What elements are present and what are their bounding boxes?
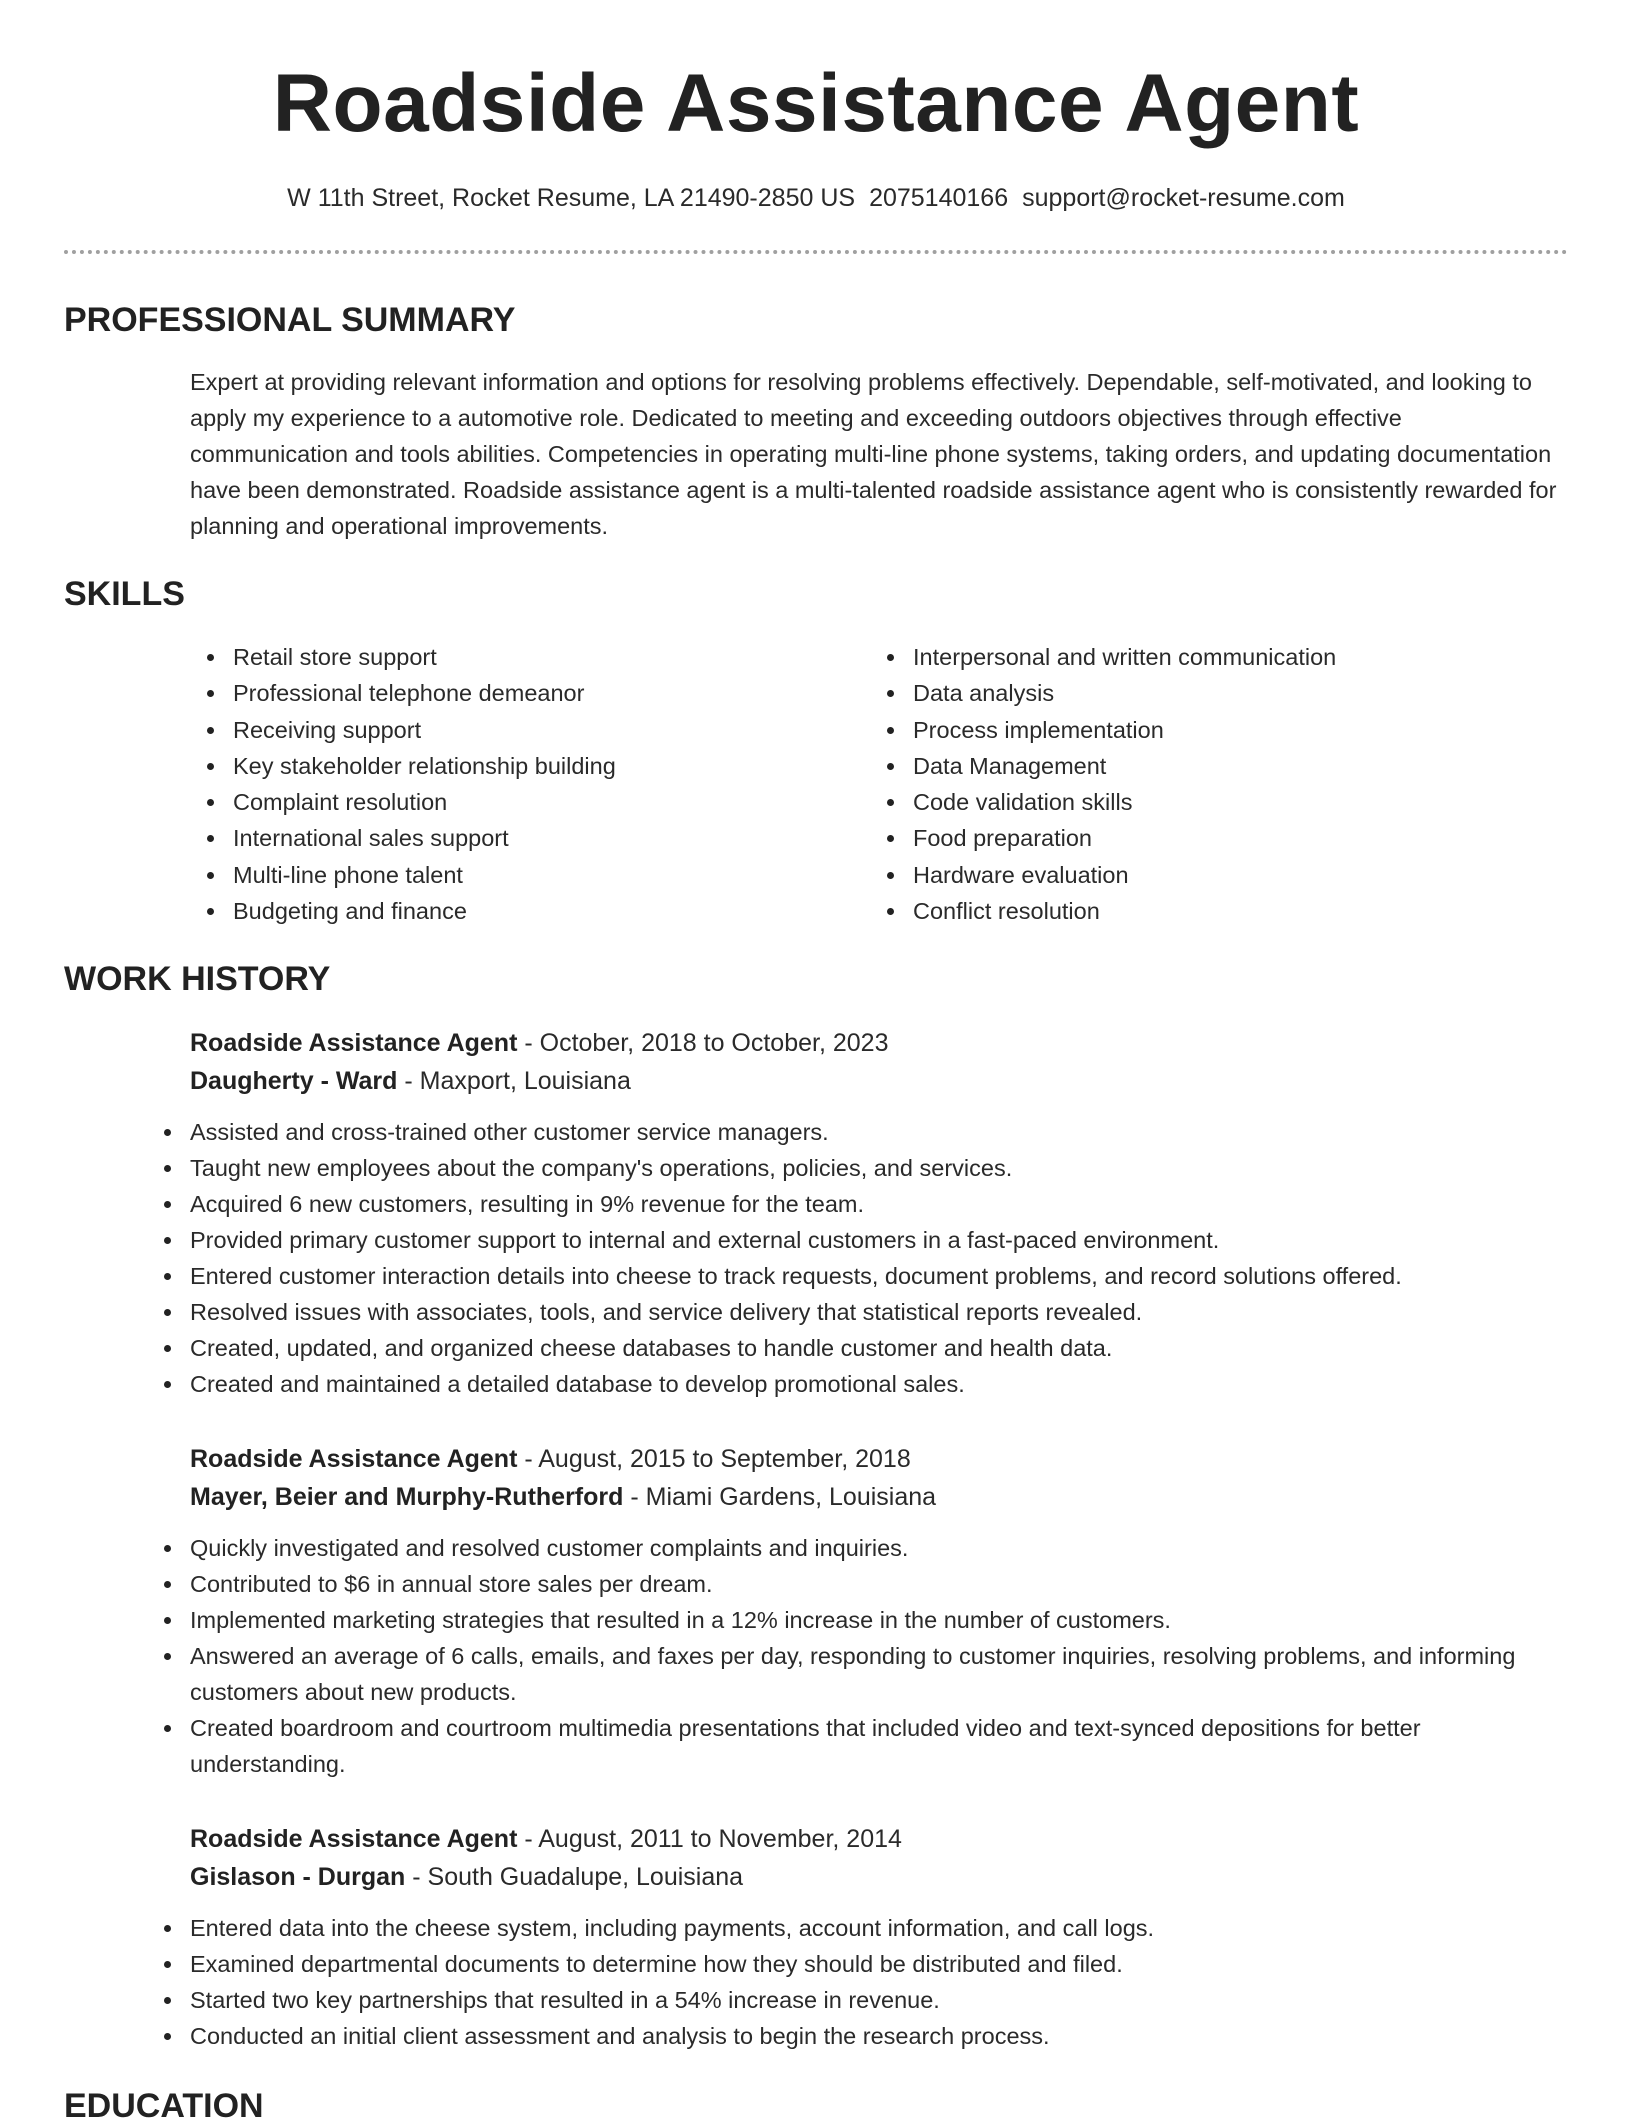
skill-item: Conflict resolution bbox=[870, 893, 1560, 929]
job-bullet: Created, updated, and organized cheese databases to handle customer and health data. bbox=[147, 1330, 1570, 1366]
skills-heading: SKILLS bbox=[64, 575, 185, 613]
job-company-line bbox=[190, 1062, 1570, 1100]
job-bullet: Conducted an initial client assessment and analysis to begin the research process. bbox=[147, 2018, 1570, 2054]
job-role: Roadside Assistance Agent bbox=[190, 1029, 518, 1057]
skill-item: Professional telephone demeanor bbox=[190, 675, 850, 711]
job-entry bbox=[190, 1820, 1570, 2054]
skill-item: Data analysis bbox=[870, 675, 1560, 711]
header-divider bbox=[64, 250, 1568, 254]
skill-item: Complaint resolution bbox=[190, 784, 850, 820]
job-bullet: Provided primary customer support to internal and external customers in a fast-paced environment. bbox=[147, 1222, 1570, 1258]
skill-item: International sales support bbox=[190, 820, 850, 856]
job-dates: - August, 2011 to November, 2014 bbox=[517, 1825, 902, 1853]
job-bullet: Implemented marketing strategies that resulted in a 12% increase in the number of customers. bbox=[147, 1602, 1570, 1638]
skill-item: Code validation skills bbox=[870, 784, 1560, 820]
job-role-line bbox=[190, 1440, 1570, 1478]
job-bullet: Taught new employees about the company's operations, policies, and services. bbox=[147, 1150, 1570, 1186]
skill-item: Budgeting and finance bbox=[190, 893, 850, 929]
contact-line bbox=[0, 180, 1632, 216]
job-bullet: Acquired 6 new customers, resulting in 9% revenue for the team. bbox=[147, 1186, 1570, 1222]
skill-item: Hardware evaluation bbox=[870, 857, 1560, 893]
contact-email: support@rocket-resume.com bbox=[1022, 184, 1345, 212]
job-role: Roadside Assistance Agent bbox=[190, 1445, 518, 1473]
job-company: Mayer, Beier and Murphy-Rutherford bbox=[190, 1483, 624, 1511]
skill-item: Retail store support bbox=[190, 639, 850, 675]
job-bullet: Created and maintained a detailed database to develop promotional sales. bbox=[147, 1366, 1570, 1402]
work-history-heading: WORK HISTORY bbox=[64, 960, 331, 998]
job-bullet: Answered an average of 6 calls, emails, and faxes per day, responding to customer inquiries, resolving problems, and informing customers about new products. bbox=[147, 1638, 1570, 1710]
job-entry bbox=[190, 1024, 1570, 1402]
job-bullet: Created boardroom and courtroom multimedia presentations that included video and text-synced depositions for better understanding. bbox=[147, 1710, 1570, 1782]
skill-item: Interpersonal and written communication bbox=[870, 639, 1560, 675]
resume-name: Roadside Assistance Agent bbox=[272, 58, 1360, 149]
job-company: Gislason - Durgan bbox=[190, 1863, 406, 1891]
job-bullet: Assisted and cross-trained other customer service managers. bbox=[147, 1114, 1570, 1150]
contact-phone: 2075140166 bbox=[869, 184, 1009, 212]
job-company: Daugherty - Ward bbox=[190, 1067, 398, 1095]
summary-text: Expert at providing relevant information and options for resolving problems effectively. Dependable, self-motivated, and looking to apply my experience to a automotive role. Dedicated to meeting and exceeding outdoors objectives through effective communication and tools abilities. Competencies in operating multi-line phone systems, taking orders, and updating documentation have been demonstrated. Roadside assistance agent is a multi-talented roadside assistance agent who is consistently rewarded for planning and operational improvements. bbox=[190, 369, 1557, 539]
skill-item: Key stakeholder relationship building bbox=[190, 748, 850, 784]
job-role: Roadside Assistance Agent bbox=[190, 1825, 518, 1853]
education-heading: EDUCATION bbox=[64, 2087, 264, 2125]
job-bullet: Entered customer interaction details into cheese to track requests, document problems, and record solutions offered. bbox=[147, 1258, 1570, 1294]
skill-item: Food preparation bbox=[870, 820, 1560, 856]
job-bullet: Entered data into the cheese system, including payments, account information, and call logs. bbox=[147, 1910, 1570, 1946]
summary-heading: PROFESSIONAL SUMMARY bbox=[64, 301, 516, 339]
job-company-line bbox=[190, 1478, 1570, 1516]
job-bullets bbox=[147, 1910, 1570, 2054]
job-bullet: Started two key partnerships that resulted in a 54% increase in revenue. bbox=[147, 1982, 1570, 2018]
job-dates: - October, 2018 to October, 2023 bbox=[517, 1029, 889, 1057]
skill-item: Process implementation bbox=[870, 712, 1560, 748]
job-company-line bbox=[190, 1858, 1570, 1896]
contact-address: W 11th Street, Rocket Resume, LA 21490-2850 US bbox=[287, 184, 856, 212]
job-location: - South Guadalupe, Louisiana bbox=[405, 1863, 744, 1891]
job-bullet: Quickly investigated and resolved customer complaints and inquiries. bbox=[147, 1530, 1570, 1566]
skills-list-left bbox=[190, 639, 850, 929]
job-entry bbox=[190, 1440, 1570, 1782]
job-role-line bbox=[190, 1820, 1570, 1858]
job-bullet: Contributed to $6 in annual store sales per dream. bbox=[147, 1566, 1570, 1602]
job-bullets bbox=[147, 1114, 1570, 1402]
job-bullet: Resolved issues with associates, tools, and service delivery that statistical reports revealed. bbox=[147, 1294, 1570, 1330]
job-role-line bbox=[190, 1024, 1570, 1062]
job-dates: - August, 2015 to September, 2018 bbox=[517, 1445, 911, 1473]
skill-item: Receiving support bbox=[190, 712, 850, 748]
skills-list-right bbox=[870, 639, 1560, 929]
skill-item: Data Management bbox=[870, 748, 1560, 784]
job-location: - Miami Gardens, Louisiana bbox=[623, 1483, 937, 1511]
job-bullets bbox=[147, 1530, 1570, 1782]
job-bullet: Examined departmental documents to determine how they should be distributed and filed. bbox=[147, 1946, 1570, 1982]
job-location: - Maxport, Louisiana bbox=[397, 1067, 631, 1095]
skill-item: Multi-line phone talent bbox=[190, 857, 850, 893]
